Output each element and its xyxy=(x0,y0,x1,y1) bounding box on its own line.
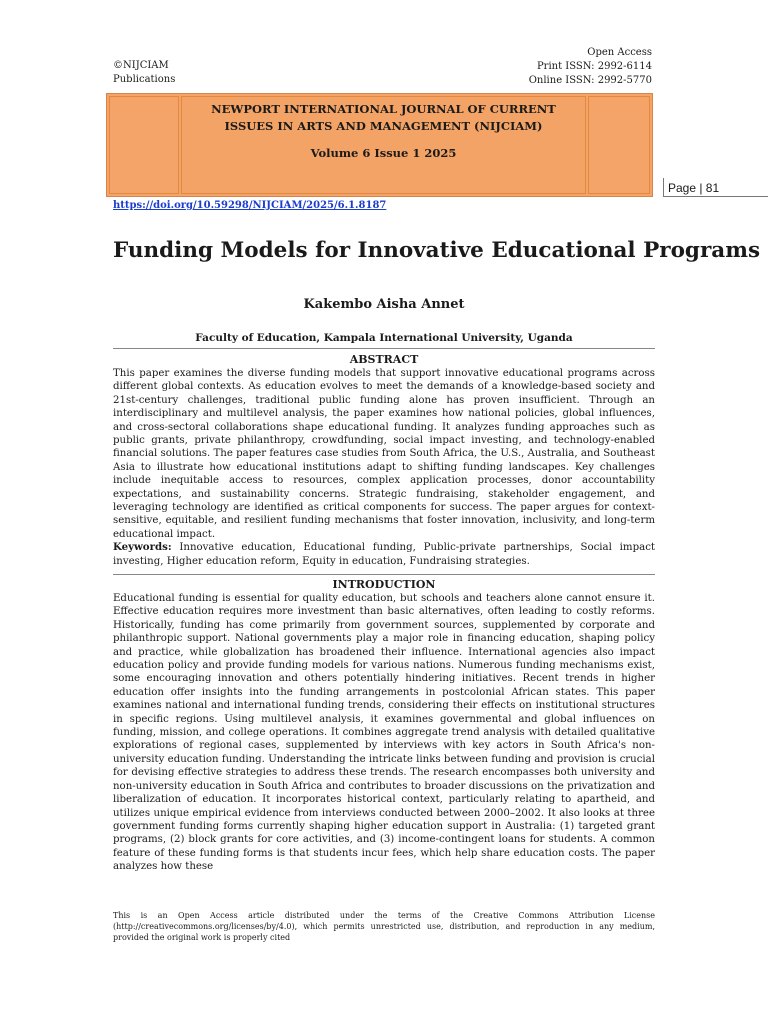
volume-issue: Volume 6 Issue 1 2025 xyxy=(310,146,457,160)
introduction-text: Educational funding is essential for quality education, but schools and teachers alone cannot ensure it. Effective education requires more investment than basic alternatives, often leading to costly reforms. Historically, funding has come primarily from government sources, supplemented by corporate and philanthropic support. National governments play a major role in financing education, shaping policy and practice, while globalization has broadened their influence. International agencies also impact education policy and provide funding models for various nations. Numerous funding mechanisms exist, some encouraging innovation and others potentially hindering initiatives. Recent trends in higher education offer insights into the funding arrangements in postcolonial African states. This paper examines national and international funding trends, considering their effects on institutional structures in specific regions. Using multilevel analysis, it examines governmental and global influences on funding, mission, and college operations. It combines aggregate trend analysis with detailed qualitative explorations of regional cases, supplemented by interviews with key actors in South Africa's non-university education funding. Understanding the intricate links between funding and provision is crucial for devising effective strategies to address these trends. The research encompasses both university and non-university education in South Africa and contributes to broader discussions on the privatization and liberalization of education. It incorporates historical context, particularly relating to apartheid, and utilizes unique empirical evidence from interviews conducted between 2000–2002. It also looks at three government funding forms currently shaping higher education support in Australia: (1) targeted grant programs, (2) block grants for core activities, and (3) income-contingent loans for students. A common feature of these funding forms is that students incur fees, which help share education costs. The paper analyzes how these xyxy=(113,593,655,873)
open-access-label: Open Access xyxy=(587,47,652,58)
print-issn: Print ISSN: 2992-6114 xyxy=(536,61,652,72)
keywords-label: Keywords: xyxy=(113,541,172,554)
introduction-body xyxy=(113,592,655,874)
paper-title: Funding Models for Innovative Educational Programs xyxy=(113,238,761,263)
issn-block xyxy=(529,46,652,88)
introduction-heading: INTRODUCTION xyxy=(332,578,436,591)
keywords-text: Innovative education, Educational funding, Public-private partnerships, Social impact investing, Higher education reform, Equity in education, Fundraising strategies. xyxy=(113,542,655,567)
banner-left-panel xyxy=(109,96,179,194)
banner-right-panel xyxy=(588,96,650,194)
abstract-top-rule xyxy=(113,348,655,349)
abstract-text: This paper examines the diverse funding models that support innovative educational programs across different global contexts. As education evolves to meet the demands of a knowledge-based society and 21st-century challenges, traditional public funding alone has proven insufficient. Through an interdisciplinary and multilevel analysis, the paper examines how national policies, global influences, and cross-sectoral collaborations shape educational funding. It analyzes funding approaches such as public grants, private philanthropy, crowdfunding, social impact investing, and technology-enabled financial solutions. The paper features case studies from South Africa, the U.S., Australia, and Southeast Asia to illustrate how educational institutions adapt to shifting funding landscapes. Key challenges include inequitable access to resources, complex application processes, donor accountability expectations, and sustainability concerns. Strategic fundraising, stakeholder engagement, and leveraging technology are identified as critical components for success. The paper argues for context-sensitive, equitable, and resilient funding mechanisms that foster innovation, inclusivity, and long-term educational impact. xyxy=(113,368,655,540)
introduction-top-rule xyxy=(113,574,655,575)
author-affiliation: Faculty of Education, Kampala International University, Uganda xyxy=(195,332,573,344)
journal-name-line2: ISSUES IN ARTS AND MANAGEMENT (NIJCIAM) xyxy=(224,119,543,133)
abstract-heading: ABSTRACT xyxy=(349,353,419,366)
online-issn: Online ISSN: 2992-5770 xyxy=(528,75,652,86)
copyright-line: ©NIJCIAM xyxy=(113,60,169,71)
keywords-paragraph xyxy=(113,541,655,568)
author-name: Kakembo Aisha Annet xyxy=(303,297,465,312)
page-number-rule xyxy=(663,196,768,197)
license-footer: This is an Open Access article distributed under the terms of the Creative Commons Attribution License (http://creativecommons.org/licenses/by/4.0), which permits unrestricted use, distribution, and reproduction in any medium, provided the original work is properly cited xyxy=(113,911,655,942)
publisher-line: Publications xyxy=(113,74,176,85)
journal-banner xyxy=(106,93,653,197)
page-number: Page | 81 xyxy=(668,181,720,195)
doi-link[interactable]: https://doi.org/10.59298/NIJCIAM/2025/6.1.8187 xyxy=(113,200,387,211)
page-number-divider xyxy=(663,178,664,197)
abstract-body xyxy=(113,367,655,568)
journal-name-line1: NEWPORT INTERNATIONAL JOURNAL OF CURRENT xyxy=(211,102,556,116)
banner-center-panel xyxy=(181,96,586,194)
publisher-block xyxy=(113,59,175,87)
